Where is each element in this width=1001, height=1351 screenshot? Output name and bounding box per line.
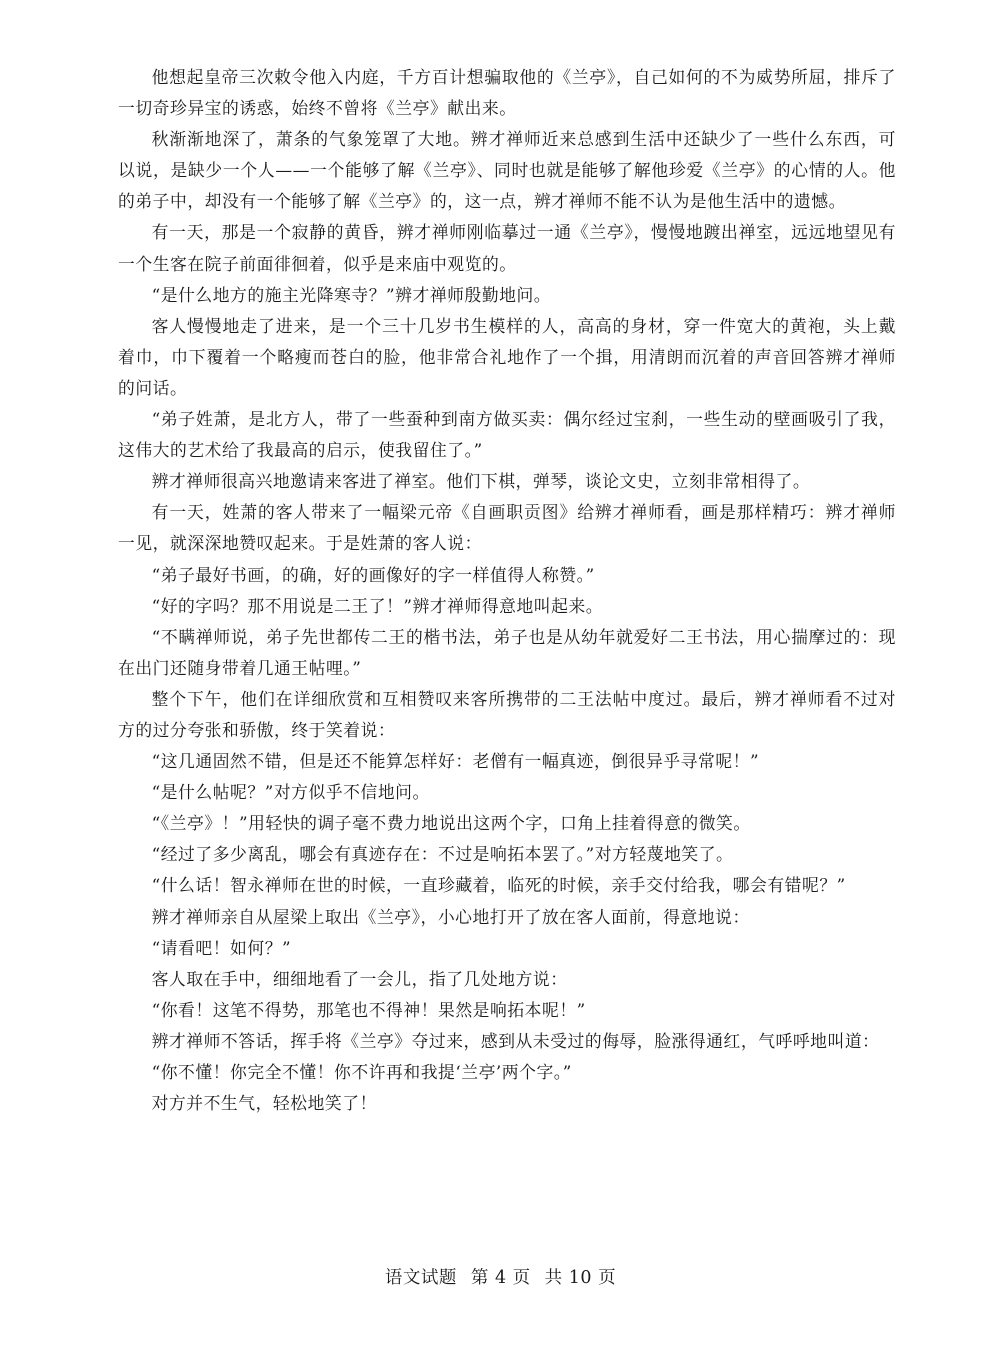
paragraph-14: “是什么帖呢？”对方似乎不信地问。 [151, 782, 430, 803]
paragraph-5: 客人慢慢地走了进来，是一个三十几岁书生模样的人，高高的身材，穿一件宽大的黄袍，头上戴着巾，巾下覆着一个略瘦而苍白的脸，他非常合礼地作了一个揖，用清朗而沉着的声音回答辨才禅师的问话。 [118, 315, 896, 398]
paragraph-4: “是什么地方的施主光降寒寺？”辨才禅师殷勤地问。 [151, 284, 552, 305]
paragraph-7: 辨才禅师很高兴地邀请来客进了禅室。他们下棋，弹琴，谈论文史，立刻非常相得了。 [151, 471, 811, 492]
paragraph-22: 辨才禅师不答话，挥手将《兰亭》夺过来，感到从未受过的侮辱，脸涨得通红，气呼呼地叫道： [151, 1030, 880, 1051]
paragraph-15: “《兰亭》！”用轻快的调子毫不费力地说出这两个字，口角上挂着得意的微笑。 [151, 813, 751, 834]
paragraph-1: 他想起皇帝三次敕令他入内庭，千方百计想骗取他的《兰亭》，自己如何的不为威势所屈，排斥了一切奇珍异宝的诱惑，始终不曾将《兰亭》献出来。 [118, 67, 896, 119]
paragraph-9: “弟子最好书画，的确，好的画像好的字一样值得人称赞。” [151, 564, 595, 585]
paragraph-13: “这几通固然不错，但是还不能算怎样好：老僧有一幅真迹，倒很异乎寻常呢！” [151, 751, 760, 772]
article-body [118, 62, 896, 1119]
paragraph-16: “经过了多少离乱，哪会有真迹存在：不过是响拓本罢了。”对方轻蔑地笑了。 [151, 844, 734, 865]
paragraph-6: “弟子姓萧，是北方人，带了一些蚕种到南方做买卖：偶尔经过宝刹，一些生动的壁画吸引了我，这伟大的艺术给了我最高的启示，使我留住了。” [118, 409, 896, 461]
paragraph-10: “好的字吗？那不用说是二王了！”辨才禅师得意地叫起来。 [151, 595, 604, 616]
paragraph-11: “不瞒禅师说，弟子先世都传二王的楷书法，弟子也是从幼年就爱好二王书法，用心揣摩过的：现在出门还随身带着几通王帖哩。” [118, 626, 896, 678]
footer-page-number: 第 4 页 [470, 1268, 531, 1288]
footer-subject: 语文试题 [384, 1268, 457, 1288]
paragraph-2: 秋渐渐地深了，萧条的气象笼罩了大地。辨才禅师近来总感到生活中还缺少了一些什么东西，可以说，是缺少一个人——一个能够了解《兰亭》、同时也就是能够了解他珍爱《兰亭》的心情的人。他的弟子中，却没有一个能够了解《兰亭》的，这一点，辨才禅师不能不认为是他生活中的遗憾。 [118, 129, 896, 212]
paragraph-17: “什么话！智永禅师在世的时候，一直珍藏着，临死的时候，亲手交付给我，哪会有错呢？” [151, 875, 846, 896]
paragraph-12: 整个下午，他们在详细欣赏和互相赞叹来客所携带的二王法帖中度过。最后，辨才禅师看不过对方的过分夸张和骄傲，终于笑着说： [118, 688, 896, 740]
paragraph-21: “你看！这笔不得势，那笔也不得神！果然是响拓本呢！” [151, 999, 586, 1020]
paragraph-8: 有一天，姓萧的客人带来了一幅梁元帝《自画职贡图》给辨才禅师看，画是那样精巧：辨才禅师一见，就深深地赞叹起来。于是姓萧的客人说： [118, 502, 896, 554]
paragraph-3: 有一天，那是一个寂静的黄昏，辨才禅师刚临摹过一通《兰亭》，慢慢地踱出禅室，远远地望见有一个生客在院子前面徘徊着，似乎是来庙中观览的。 [118, 222, 896, 274]
paragraph-20: 客人取在手中，细细地看了一会儿，指了几处地方说： [151, 968, 568, 989]
paragraph-24: 对方并不生气，轻松地笑了！ [151, 1093, 377, 1114]
paragraph-18: 辨才禅师亲自从屋梁上取出《兰亭》，小心地打开了放在客人面前，得意地说： [151, 906, 750, 927]
paragraph-23: “你不懂！你完全不懂！你不许再和我提‘兰亭’两个字。” [151, 1062, 572, 1082]
paragraph-19: “请看吧！如何？” [151, 937, 292, 958]
footer-total-pages: 共 10 页 [544, 1268, 617, 1288]
page-footer [0, 1264, 1001, 1289]
